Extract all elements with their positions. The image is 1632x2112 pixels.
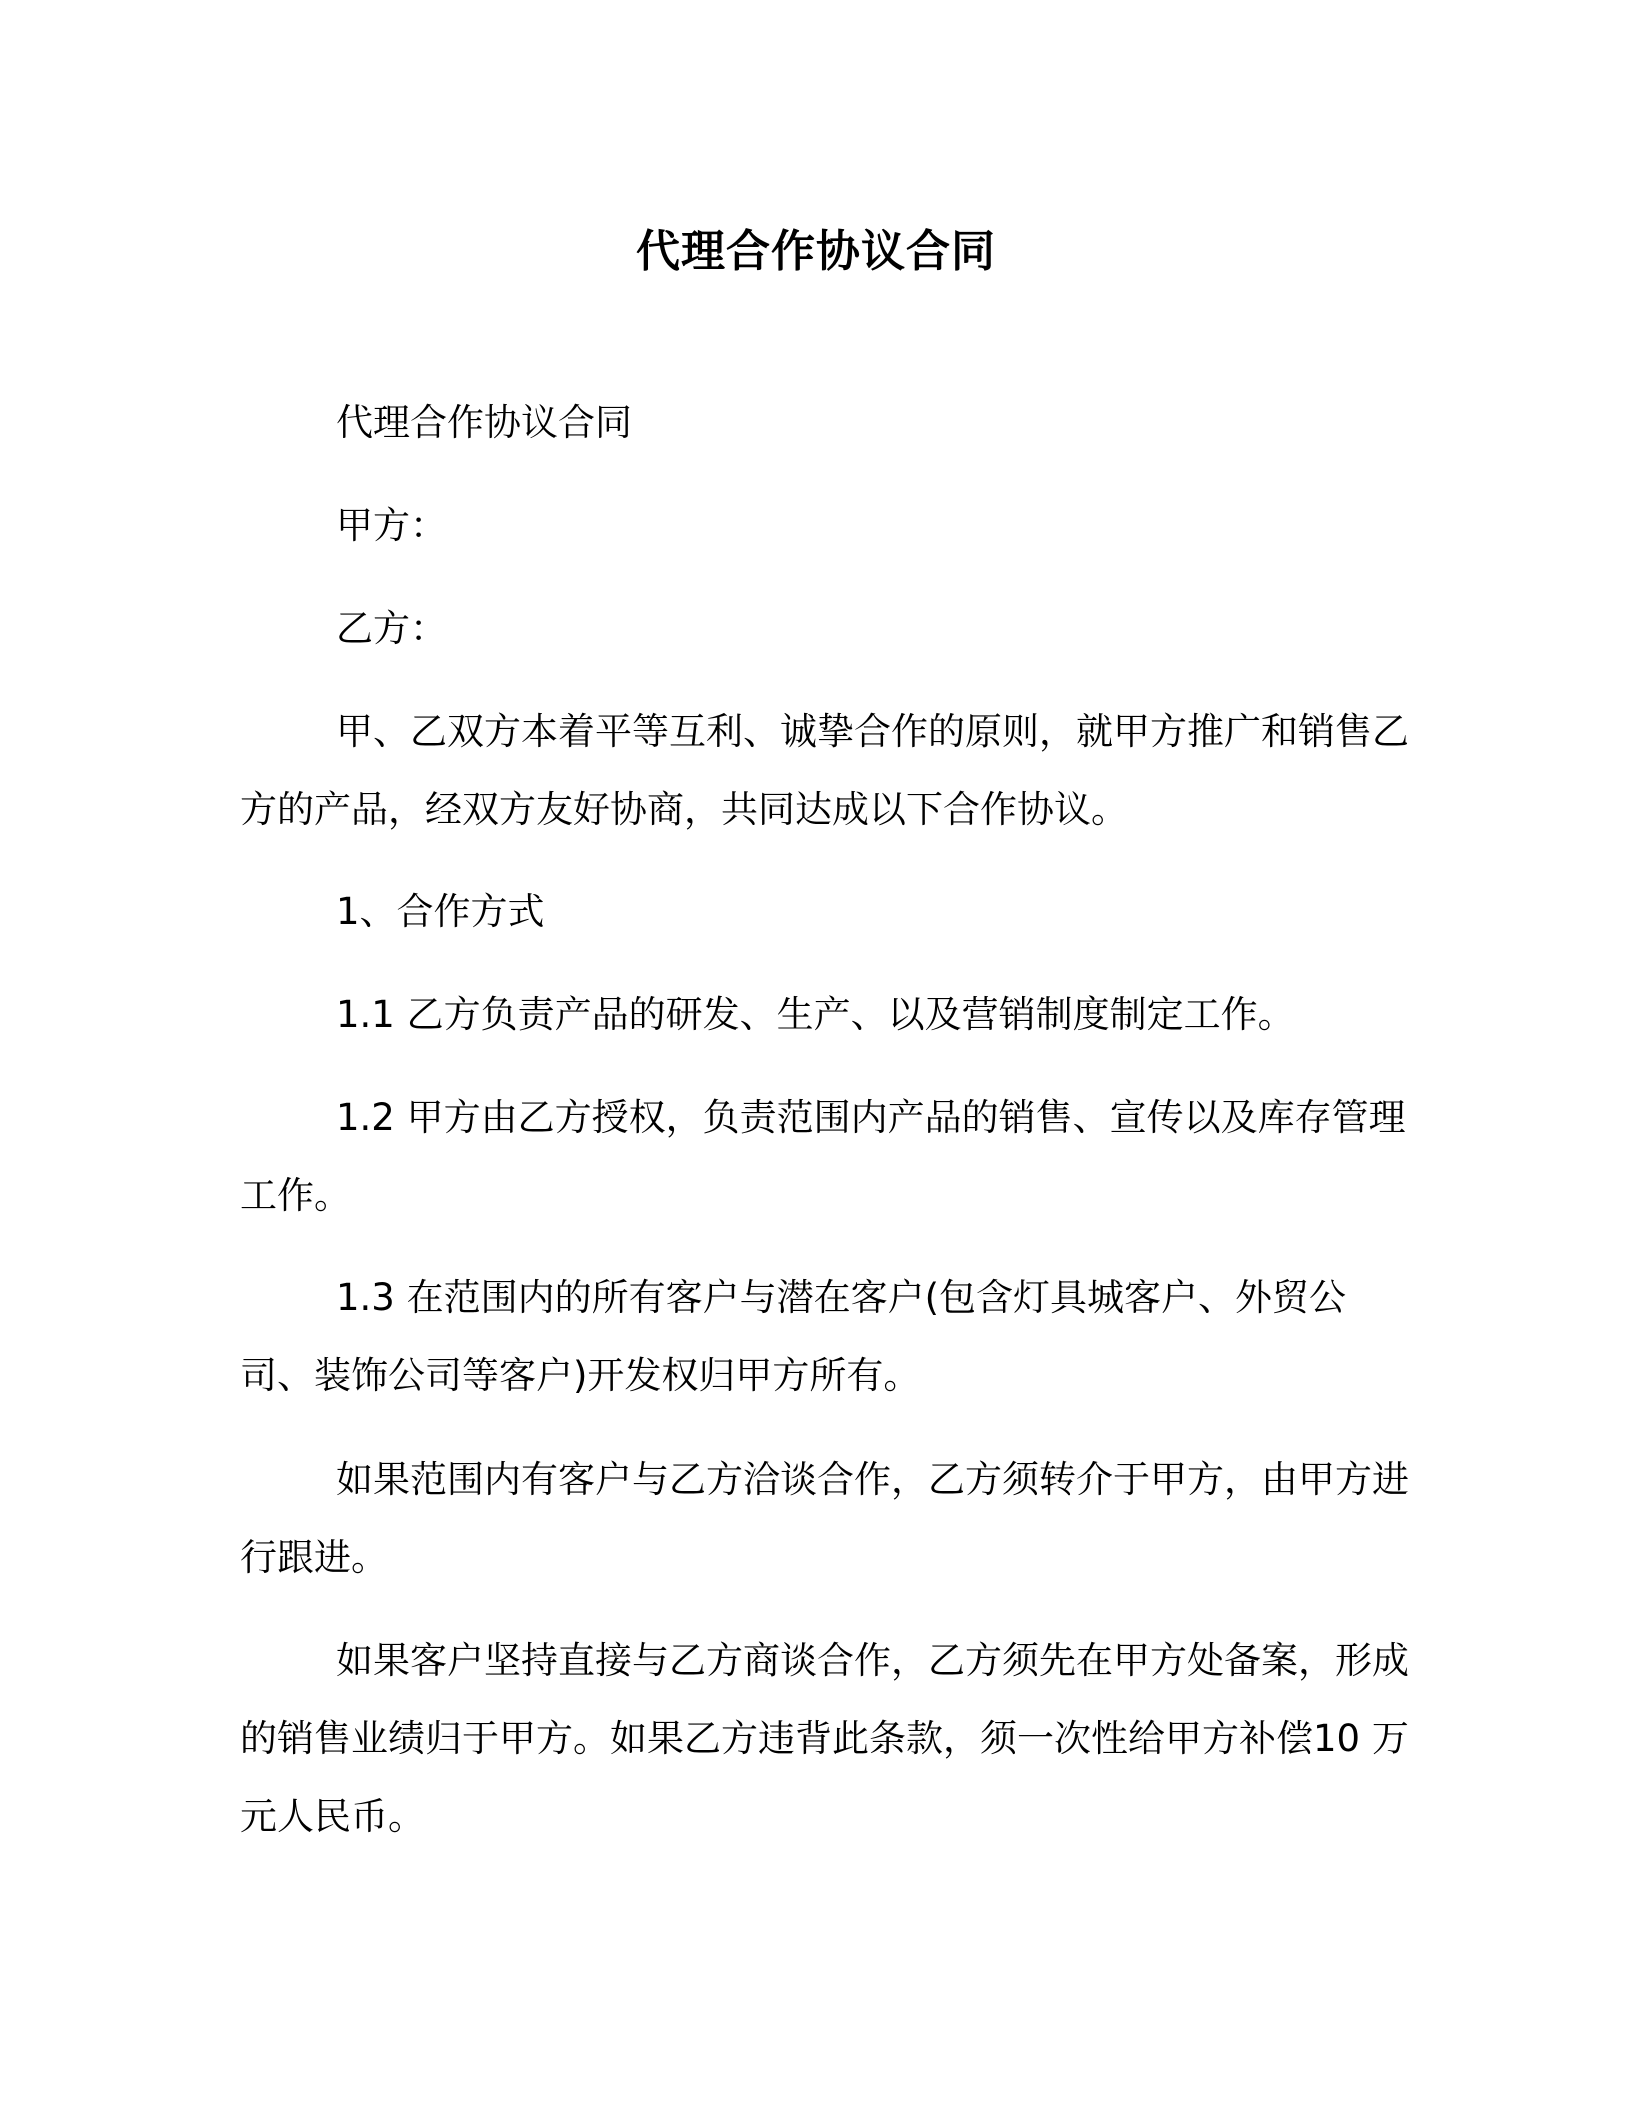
paragraph-referral: 如果范围内有客户与乙方洽谈合作，乙方须转介于甲方，由甲方进行跟进。 bbox=[240, 1458, 1409, 1579]
paragraph-compensation: 如果客户坚持直接与乙方商谈合作，乙方须先在甲方处备案，形成的销售业绩归于甲方。如果乙方违背此条款，须一次性给甲方补偿10 万元人民币。 bbox=[240, 1639, 1409, 1838]
paragraph-1-3: 1.3 在范围内的所有客户与潜在客户(包含灯具城客户、外贸公司、装饰公司等客户)开发权归甲方所有。 bbox=[240, 1276, 1347, 1397]
paragraph-1-1: 1.1 乙方负责产品的研发、生产、以及营销制度制定工作。 bbox=[336, 993, 1295, 1036]
paragraph-party-b: 乙方： bbox=[336, 607, 447, 650]
paragraph-party-a: 甲方： bbox=[336, 504, 447, 547]
paragraph-heading: 代理合作协议合同 bbox=[336, 401, 632, 444]
paragraph-1-2: 1.2 甲方由乙方授权，负责范围内产品的销售、宣传以及库存管理工作。 bbox=[240, 1096, 1406, 1217]
paragraph-preamble: 甲、乙双方本着平等互利、诚挚合作的原则，就甲方推广和销售乙方的产品，经双方友好协商，共同达成以下合作协议。 bbox=[240, 710, 1409, 831]
paragraph-section-1: 1、合作方式 bbox=[336, 890, 545, 933]
page-title: 代理合作协议合同 bbox=[636, 226, 996, 277]
